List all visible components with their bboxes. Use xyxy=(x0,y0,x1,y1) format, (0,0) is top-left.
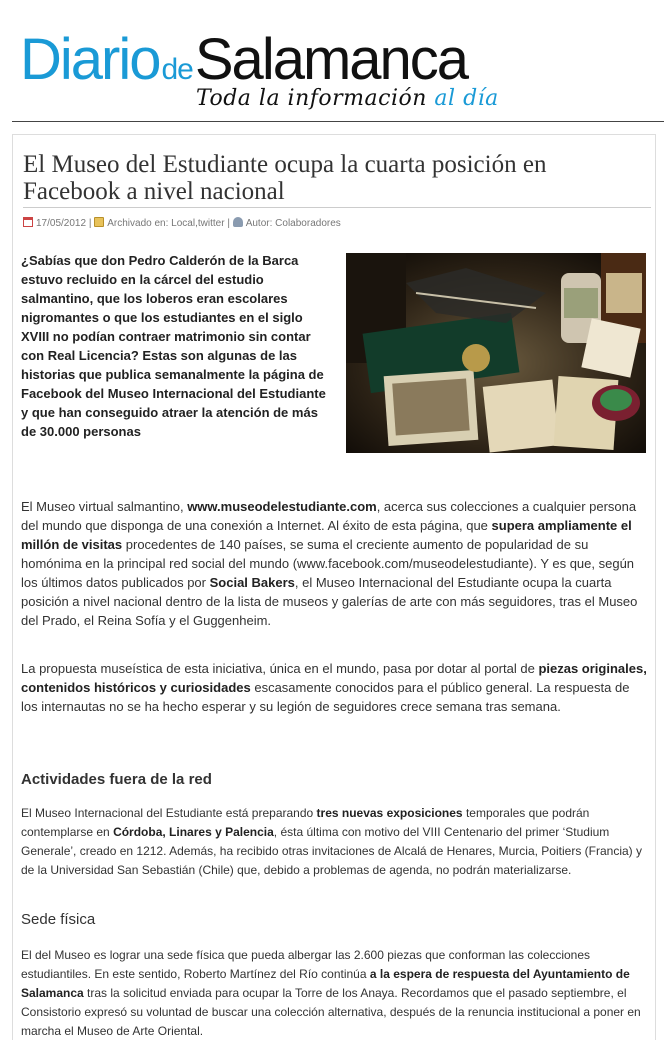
site-logo[interactable] xyxy=(20,26,467,93)
tagline-accent: al día xyxy=(434,86,499,111)
paragraph-exposiciones: El Museo Internacional del Estudiante está preparando tres nuevas exposiciones temporales que podrán contemplarse en Córdoba, Linares y Palencia, ésta última con motivo del VIII Centenario del primer ‘Studium Generale’, creado en 1212. Además, ha recibido otras invitaciones de Alcalá de Henares, Murcia, Poitiers (Francia) y de la Universidad San Sebastián (Chile) que, debido a problemas de agenda, no podrán materializarse. xyxy=(21,806,642,877)
masthead xyxy=(0,0,666,122)
calendar-icon xyxy=(23,217,33,227)
folder-icon xyxy=(94,217,104,227)
section-heading-actividades: Actividades fuera de la red xyxy=(21,771,212,788)
article-title[interactable]: El Museo del Estudiante ocupa la cuarta posición en Facebook a nivel nacional xyxy=(23,151,547,205)
article-photo xyxy=(346,253,646,453)
section-heading-sede: Sede física xyxy=(21,911,96,928)
meta-separator: | xyxy=(88,218,92,229)
museum-site-link[interactable]: www.museodelestudiante.com xyxy=(187,499,377,514)
paragraph-museo-virtual: El Museo virtual salmantino, www.museodelestudiante.com, acerca sus colecciones a cualquier persona del mundo que disponga de una conexión a Internet. Al éxito de esta página, que supera ampliamente el millón de visitas procedentes de 140 países, se suma el creciente aumento de popularidad de su homónima en la principal red social del mundo (www.facebook.com/museodelestudiante). Y es que, según los últimos datos publicados por Social Bakers, el Museo Internacional del Estudiante ocupa la cuarta posición a nivel nacional dentro de la lista de museos y galerías de arte con más seguidores, tras el Museo del Prado, el Reina Sofía y el Guggenheim. xyxy=(21,499,638,628)
tagline-main: Toda la información xyxy=(196,86,427,111)
meta-separator: | xyxy=(227,218,230,229)
article-meta xyxy=(23,217,341,229)
logo-word-de: de xyxy=(161,53,193,86)
paragraph-propuesta: La propuesta museística de esta iniciativa, única en el mundo, pasa por dotar al portal de piezas originales, contenidos históricos y curiosidades escasamente conocidos para el público general. La respuesta de los internautas no se ha hecho esperar y su legión de seguidores crece semana tras semana. xyxy=(21,661,647,714)
logo-word-diario: Diario xyxy=(20,27,160,92)
article-date: 17/05/2012 xyxy=(36,218,87,229)
article-lead: ¿Sabías que don Pedro Calderón de la Barca estuvo recluido en la cárcel del estudio salmantino, que los loberos eran escolares nigromantes o que los estudiantes en el siglo XVIII no podían contraer matrimonio sin contar con Real Licencia? Estas son algunas de las historias que publica semanalmente la página de Facebook del Museo Internacional del Estudiante y que han conseguido atraer la atención de más de 30.000 personas xyxy=(21,253,326,439)
article-container xyxy=(12,134,656,1040)
masthead-divider xyxy=(12,121,664,122)
site-tagline xyxy=(196,86,499,111)
archived-label: Archivado en: xyxy=(107,218,169,229)
author-link[interactable]: Colaboradores xyxy=(275,218,341,229)
paragraph-sede-fisica: El del Museo es lograr una sede física que pueda albergar las 2.600 piezas que conforman las colecciones estudiantiles. En este sentido, Roberto Martínez del Río continúa a la espera de respuesta del Ayuntamiento de Salamanca tras la solicitud enviada para ocupar la Torre de los Anaya. Recordamos que el pasado septiembre, el Consistorio expresó su voluntad de buscar una colección alternativa, después de la renuncia institucional a poner en marcha el Museo de Arte Oriental. xyxy=(21,948,641,1038)
user-icon xyxy=(233,217,243,227)
logo-word-salamanca: Salamanca xyxy=(194,27,468,92)
title-divider xyxy=(23,207,651,208)
archived-categories-link[interactable]: Local,twitter xyxy=(171,218,225,229)
author-label: Autor: xyxy=(245,218,273,229)
